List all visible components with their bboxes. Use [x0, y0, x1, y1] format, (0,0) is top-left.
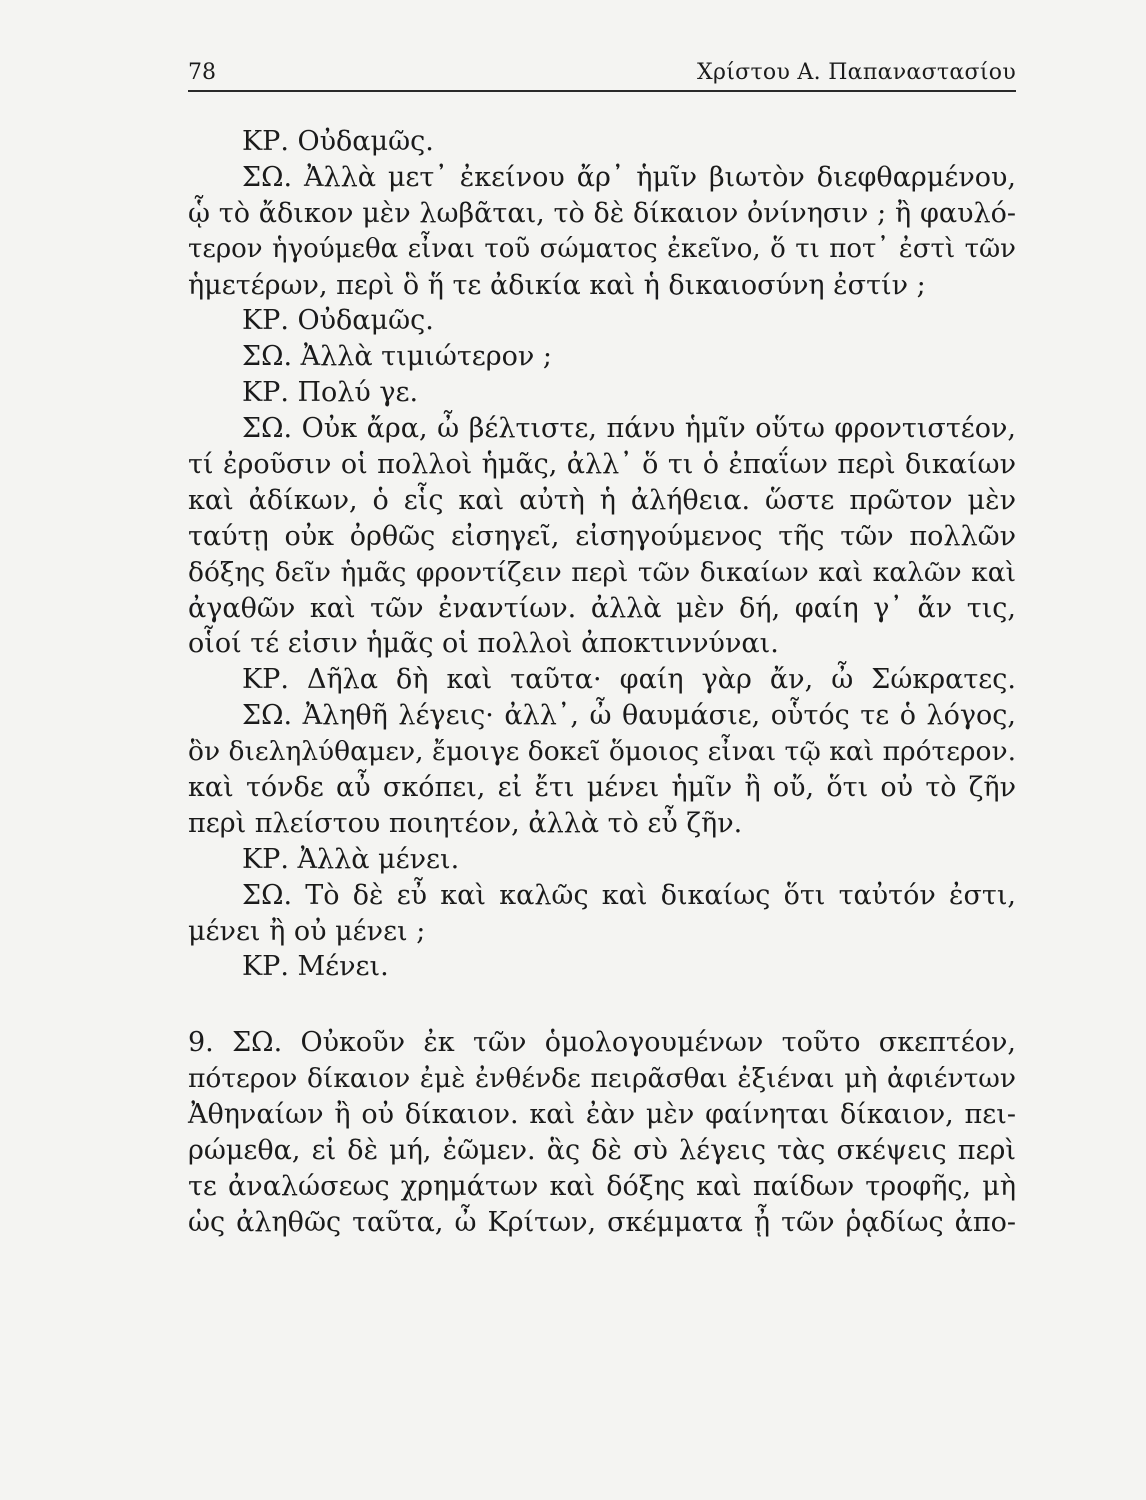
text-line: ΣΩ. Ἀλλὰ τιμιώτερον ;	[242, 341, 552, 373]
text-line: ᾧ τὸ ἄδικον μὲν λωβᾶται, τὸ δὲ δίκαιον ὀνίνησιν ; ἢ φαυλό-	[188, 197, 1016, 229]
text-line: Ἀθηναίων ἢ οὐ δίκαιον. καὶ ἐὰν μὲν φαίνηται δίκαιον, πει-	[188, 1099, 1016, 1131]
text-line: ΚΡ. Πολύ γε.	[242, 377, 419, 409]
text-line: πότερον δίκαιον ἐμὲ ἐνθένδε πειρᾶσθαι ἐξιέναι μὴ ἀφιέντων	[188, 1063, 1016, 1095]
text-line: ΚΡ. Ἀλλὰ μένει.	[242, 843, 460, 875]
section-gap	[188, 985, 1016, 1025]
running-head: Χρίστου Α. Παπαναστασίου	[697, 60, 1016, 85]
text-line: 9. ΣΩ. Οὐκοῦν ἐκ τῶν ὁμολογουμένων τοῦτο σκεπτέον,	[188, 1027, 1016, 1059]
text-line: ΣΩ. Ἀλλὰ μετ᾽ ἐκείνου ἄρ᾽ ἡμῖν βιωτὸν διεφθαρμένου,	[242, 161, 1016, 193]
text-line: οἷοί τέ εἰσιν ἡμᾶς οἱ πολλοὶ ἀποκτιννύναι.	[188, 628, 779, 660]
text-line: δόξης δεῖν ἡμᾶς φροντίζειν περὶ τῶν δικαίων καὶ καλῶν καὶ	[188, 556, 1016, 588]
text-line: ΚΡ. Μένει.	[242, 951, 389, 983]
text-line: ὡς ἀληθῶς ταῦτα, ὦ Κρίτων, σκέμματα ᾖ τῶν ῥᾳδίως ἀπο-	[188, 1206, 1016, 1238]
text-line: τε ἀναλώσεως χρημάτων καὶ δόξης καὶ παίδων τροφῆς, μὴ	[188, 1170, 1016, 1202]
text-line: ταύτῃ οὐκ ὀρθῶς εἰσηγεῖ, εἰσηγούμενος τῆς τῶν πολλῶν	[188, 520, 1016, 552]
text-line: ΣΩ. Ἀληθῆ λέγεις· ἀλλ᾽, ὦ θαυμάσιε, οὗτός τε ὁ λόγος,	[242, 700, 1016, 732]
text-line: ὃν διεληλύθαμεν, ἔμοιγε δοκεῖ ὅμοιος εἶναι τῷ καὶ πρότερον.	[188, 736, 1016, 768]
text-line: ΣΩ. Τὸ δὲ εὖ καὶ καλῶς καὶ δικαίως ὅτι ταὐτόν ἐστι,	[242, 879, 1016, 911]
text-line: ἀγαθῶν καὶ τῶν ἐναντίων. ἀλλὰ μὲν δή, φαίη γ᾽ ἄν τις,	[188, 592, 1016, 624]
text-line: τερον ἡγούμεθα εἶναι τοῦ σώματος ἐκεῖνο, ὅ τι ποτ᾽ ἐστὶ τῶν	[188, 233, 1016, 264]
text-line: περὶ πλείστου ποιητέον, ἀλλὰ τὸ εὖ ζῆν.	[188, 807, 743, 839]
text-line: μένει ἢ οὐ μένει ;	[188, 915, 426, 947]
text-line: ρώμεθα, εἰ δὲ μή, ἐῶμεν. ἃς δὲ σὺ λέγεις τὰς σκέψεις περὶ	[188, 1135, 1016, 1167]
text-line: ΚΡ. Οὐδαμῶς.	[242, 126, 434, 157]
text-line: καὶ τόνδε αὖ σκόπει, εἰ ἔτι μένει ἡμῖν ἢ οὔ, ὅτι οὐ τὸ ζῆν	[188, 772, 1016, 804]
text-line: ΣΩ. Οὐκ ἄρα, ὦ βέλτιστε, πάνυ ἡμῖν οὕτω φροντιστέον,	[242, 413, 1016, 445]
text-line: ΚΡ. Δῆλα δὴ καὶ ταῦτα· φαίη γὰρ ἄν, ὦ Σώκρατες.	[242, 664, 1016, 696]
dialogue-text	[188, 124, 1016, 1241]
text-line: ΚΡ. Οὐδαμῶς.	[242, 305, 434, 337]
page-header	[188, 58, 1016, 92]
text-line: καὶ ἀδίκων, ὁ εἷς καὶ αὐτὴ ἡ ἀλήθεια. ὥστε πρῶτον μὲν	[188, 484, 1016, 516]
page-number: 78	[188, 60, 216, 85]
text-line: ἡμετέρων, περὶ ὃ ἥ τε ἀδικία καὶ ἡ δικαιοσύνη ἐστίν ;	[188, 269, 926, 301]
text-line: τί ἐροῦσιν οἱ πολλοὶ ἡμᾶς, ἀλλ᾽ ὅ τι ὁ ἐπαΐων περὶ δικαίων	[188, 449, 1016, 481]
